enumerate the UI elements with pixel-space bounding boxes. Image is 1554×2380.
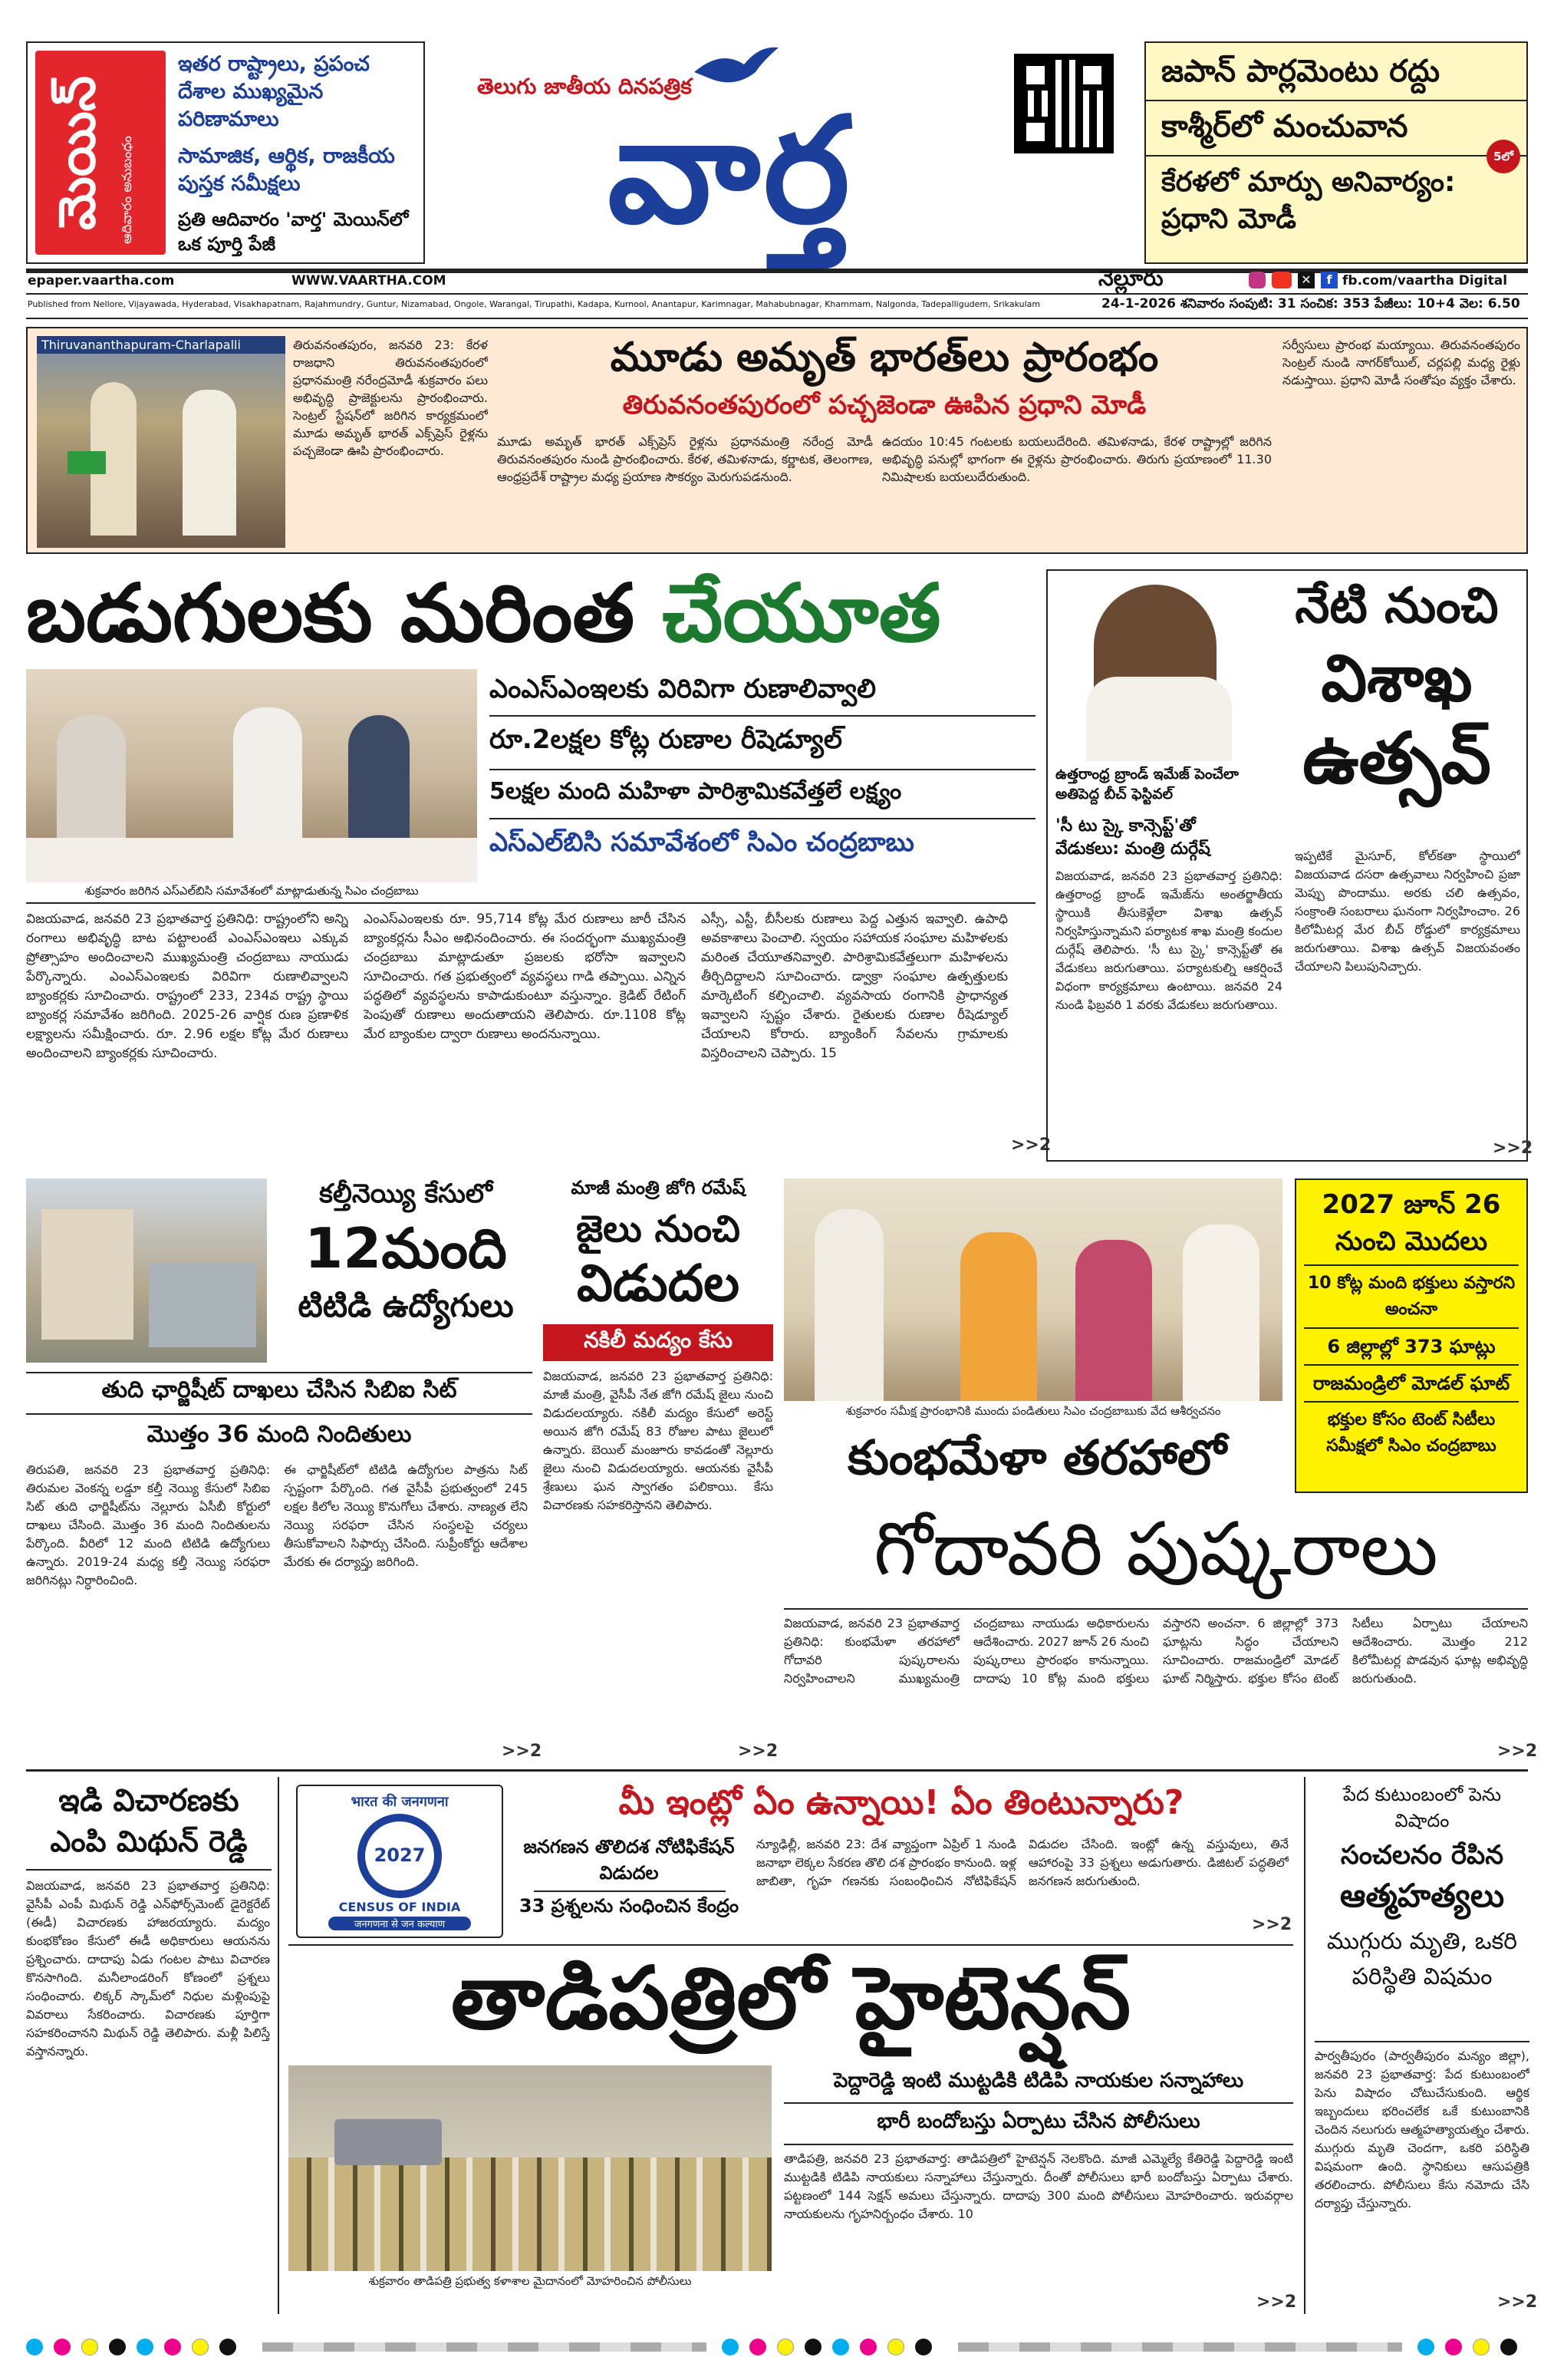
headline-part: బడుగులకు మరింత xyxy=(26,565,635,660)
mein-badge-sub: ఆదివారం అనుబంధం xyxy=(120,136,135,244)
photo-minister xyxy=(1055,577,1259,761)
qr-code-icon[interactable] xyxy=(1014,54,1114,153)
article-body: మూడు అమృత్ భారత్ ఎక్స్‌ప్రెస్ రైళ్లను ప్రధానమంత్రి నరేంద్ర మోడీ తిరువనంతపురం నుండి ప్రారంభించారు. కేరళ, తమిళనాడు, కర్ణాటక, తెలంగాణ, ఆంధ్రప్రదేశ్ రాష్ట్రాల మధ్య ప్రయాణ సౌకర్యం మెరుగుపడనుంది. xyxy=(497,434,873,484)
article-body: తిరువనంతపురం, జనవరి 23: కేరళ రాజధాని తిరువనంతపురంలో ప్రధానమంత్రి నరేంద్రమోడీ శుక్రవారం పలు అభివృద్ధి ప్రాజెక్టులను ప్రారంభించారు. సెంట్రల్ స్టేషన్‌లో జరిగిన కార్యక్రమంలో మూడు అమృత్ భారత్ ఎక్స్‌ప్రెస్ రైళ్లను పచ్చజెండా ఊపి ప్రారంభించారు. xyxy=(293,338,488,458)
photo-ttd-building xyxy=(26,1178,267,1363)
page-ref-badge: 5లో xyxy=(1487,140,1520,173)
deck: భారీ బందోబస్తు ఏర్పాటు చేసిన పోలీసులు xyxy=(877,2110,1200,2133)
edition-name: నెల్లూరు xyxy=(1098,265,1164,291)
masthead xyxy=(0,0,1554,322)
top-story xyxy=(26,327,1528,554)
tagline: తెలుగు జాతీయ దినపత్రిక xyxy=(477,74,692,99)
published-from: Published from Nellore, Vijayawada, Hyderabad, Visakhapatnam, Rajahmundry, Guntur, Nizamabad, Ongole, Warangal, Tirupathi, Kadapa, Kurnool, Anantapur, Karimnagar, Mahabubnagar, Khammam, Nalgonda, Tadepalligudem, Srikakulam xyxy=(28,299,1041,309)
headline-line: కల్తీనెయ్యి కేసులో xyxy=(319,1178,492,1209)
mein-badge-text: మెయిన్ xyxy=(48,75,107,230)
census-logo-en: CENSUS OF INDIA xyxy=(338,1900,461,1914)
ttd-story xyxy=(26,1174,542,1765)
highlight-line: రాజమండ్రిలో మోడల్ ఘాట్ xyxy=(1304,1366,1519,1403)
ear-right-item: కాశ్మీర్‌లో మంచువాన xyxy=(1146,101,1526,157)
deck: 33 ప్రశ్నలను సంధించిన కేంద్రం xyxy=(519,1895,739,1917)
headline-line: విశాఖ xyxy=(1321,641,1473,716)
subhead: 'సీ టు స్కై కాన్సెప్ట్'తో వేడుకలు: మంత్రి దుర్గేష్ xyxy=(1055,816,1210,859)
headline-line: జైలు నుంచి xyxy=(576,1208,740,1251)
photo-police xyxy=(288,2065,772,2271)
headline-line: కుంభమేళా తరహాలో xyxy=(848,1429,1226,1485)
visakha-story xyxy=(1046,569,1533,1162)
continued-marker: >>2 xyxy=(1493,1139,1533,1158)
photo-caption: శుక్రవారం తాడిపత్రి ప్రభుత్వ కళాశాల మైదానంలో మోహరించిన పోలీసులు xyxy=(368,2274,692,2288)
headline-line: 12మంది xyxy=(305,1216,507,1281)
article-body: విజయవాడ, జనవరి 23 ప్రభాతవార్త ప్రతినిధి: కుంభమేళా తరహాలో గోదావరి పుష్కరాలను నిర్వహించాలని ముఖ్యమంత్రి చంద్రబాబు నాయుడు అధికారులను ఆదేశించారు. 2027 జూన్ 26 నుంచి పుష్కరాలు ప్రారంభం కానున్నాయి. దాదాపు 10 కోట్ల మంది భక్తులు వస్తారని అంచనా. 6 జిల్లాల్లో 373 ఘాట్లను సిద్ధం చేయాలని సూచించారు. రాజమండ్రిలో మోడల్ ఘాట్ నిర్మిస్తారు. భక్తుల కోసం టెంట్ సిటీలు ఏర్పాటు చేయాలని ఆదేశించారు. మొత్తం 212 కిలోమీటర్ల పొడవున ఘాట్ల అభివృద్ధి జరుగుతుంది. xyxy=(784,1616,1528,1686)
site-link[interactable]: WWW.VAARTHA.COM xyxy=(291,273,446,288)
photo-caption: శుక్రవారం సమీక్ష ప్రారంభానికి ముందు పండితులు సిఎం చంద్రబాబుకు వేద ఆశీర్వచనం xyxy=(845,1404,1221,1418)
headline-line: ఉత్సవ్ xyxy=(1302,717,1491,799)
article-body: విజయవాడ, జనవరి 23 ప్రభాతవార్త ప్రతినిధి: ఉత్తరాంధ్ర బ్రాండ్ ఇమేజ్‌ను అంతర్జాతీయ స్థాయికి తీసుకెళ్లేలా విశాఖ ఉత్సవ్ నిర్వహిస్తున్నామని పర్యాటక శాఖ మంత్రి కందుల దుర్గేష్ తెలిపారు. 'సీ టు స్కై' కాన్సెప్ట్‌తో ఈ వేడుకలు జరుగుతాయి. పర్యాటకుల్ని ఆకర్షించే విధంగా కార్యక్రమాలు ఉంటాయి. జనవరి 24 నుండి ఫిబ్రవరి 1 వరకు వేడుకలు జరుగుతాయి. xyxy=(1055,869,1282,1012)
youtube-icon[interactable] xyxy=(1272,272,1292,288)
headline: తాడిపత్రిలో హైటెన్షన్ xyxy=(450,1948,1131,2049)
census-logo-tagline: जनगणना से जन कल्याण xyxy=(328,1917,471,1930)
mithun-story xyxy=(26,1777,279,2314)
ear-left-line: సామాజిక, ఆర్థిక, రాజకీయ పుస్తక సమీక్షలు xyxy=(178,144,395,196)
facebook-link[interactable]: fb.com/vaartha Digital xyxy=(1342,273,1508,288)
continued-marker: >>2 xyxy=(1497,1742,1538,1761)
headline xyxy=(26,563,1035,663)
article-body: ఎంఎస్ఎంఇలకు రూ. 95,714 కోట్ల మేర రుణాలు జారీ చేసిన బ్యాంకర్లను సీఎం అభినందించారు. ఈ సందర్భంగా ముఖ్యమంత్రి చంద్రబాబు మాట్లాడుతూ ప్రజలకు భరోసా ఇవ్వాలని సూచించారు. గత ప్రభుత్వంలో వ్యవస్థలు గాడి తప్పాయి. ఎన్నిన పద్ధతిలో వ్యవస్థలను కాపాడుకుంటూ వస్తున్నాం. క్రెడిట్ రేటింగ్ పెంపుతో రుణాలు అందుతాయని తెలిపారు. రూ.1108 కోట్ల మేర బ్యాంకుల ద్వారా రుణాలు అందనున్నాయి. xyxy=(364,911,686,1042)
subhead: తిరువనంతపురంలో పచ్చజెండా ఊపిన ప్రధాని మోడీ xyxy=(622,390,1147,420)
facebook-icon[interactable]: f xyxy=(1321,272,1338,288)
deck: పెద్దారెడ్డి ఇంటి ముట్టడికి టిడిపి నాయకుల సన్నాహాలు xyxy=(833,2069,1244,2092)
article-body: ఉదయం 10:45 గంటలకు బయలుదేరింది. తమిళనాడు, కేరళ రాష్ట్రాల్లో జరిగిన అభివృద్ధి పనుల్లో భాగంగా ఈ రైళ్లను ప్రారంభించారు. తిరుగు ప్రయాణంలో 11.30 నిమిషాలకు బయలుదేరుతుంది. xyxy=(882,434,1272,484)
photo-cm-blessing xyxy=(784,1178,1282,1401)
ear-right xyxy=(1144,41,1528,264)
headline-line: ముగ్గురు మృతి, ఒకరి పరిస్థితి విషమం xyxy=(1326,1928,1518,1990)
highlight-line: 6 జిల్లాల్లో 373 ఘాట్లు xyxy=(1304,1329,1519,1366)
lead-story xyxy=(26,563,1052,1162)
headline-line: ఆత్మహత్యలు xyxy=(1339,1877,1505,1914)
suicides-story xyxy=(1304,1777,1538,2314)
census-story xyxy=(288,1777,1293,1938)
photo-meeting xyxy=(26,669,477,882)
logo: వార్త xyxy=(607,86,853,255)
mein-badge xyxy=(35,51,166,255)
photo-modi-train xyxy=(37,336,285,548)
ear-left-line: ఇతర రాష్ట్రాలు, ప్రపంచ దేశాల ముఖ్యమైన పరిణామాలు xyxy=(178,52,370,131)
highlight-line: 10 కోట్ల మంది భక్తులు వస్తారని అంచనా xyxy=(1304,1266,1519,1329)
headline-line: సంచలనం రేపిన xyxy=(1340,1840,1504,1871)
headline-line: నేటి నుంచి xyxy=(1295,578,1499,635)
census-emblem-icon xyxy=(357,1814,442,1898)
kicker: పేద కుటుంబంలో పెను విషాదం xyxy=(1342,1784,1502,1831)
tadipatri-story xyxy=(288,1948,1297,2317)
jogi-story xyxy=(543,1174,779,1765)
continued-marker: >>2 xyxy=(1256,2293,1297,2312)
social-icons xyxy=(1249,272,1338,288)
deck: రూ.2లక్షల కోట్ల రుణాల రీషెడ్యూల్ xyxy=(489,717,1035,770)
article-body: విజయవాడ, జనవరి 23 ప్రభాతవార్త ప్రతినిధి: రాష్ట్రంలోని అన్ని రంగాలు అభివృద్ధి బాట పట్టాలంటే ఎంఎస్ఎంఇలు ఎక్కువ ప్రోత్సాహం అందించాలని ముఖ్యమంత్రి చంద్రబాబు నాయుడు పేర్కొన్నారు. ఎంఎస్ఎంఇలకు విరివిగా రుణాలివ్వాలని బ్యాంకర్లకు సూచించారు. రాష్ట్రంలో 233, 234వ రాష్ట్ర స్థాయి బ్యాంకర్ల సమావేశం జరిగింది. 2025-26 వార్షిక రుణ ప్రణాళిక లక్ష్యాలను సమీక్షించారు. రూ. 2.96 లక్షల కోట్ల మేర రుణాలు అందించాలని బ్యాంకర్లకు సూచించారు. xyxy=(26,911,348,1061)
headline: మీ ఇంట్లో ఏం ఉన్నాయి! ఏం తింటున్నారు? xyxy=(618,1783,1184,1822)
deck: 5లక్షల మంది మహిళా పారిశ్రామికవేత్తలే లక్ష్యం xyxy=(489,770,1035,819)
pushkaralu-story xyxy=(784,1174,1538,1765)
registration-marks xyxy=(26,2335,1528,2359)
continued-marker: >>2 xyxy=(1497,2293,1538,2312)
dateline: 24-1-2026 శనివారం సంపుటి: 31 సంచిక: 353 పేజీలు: 10+4 వెల: 6.50 xyxy=(1101,296,1520,312)
epaper-link[interactable]: epaper.vaartha.com xyxy=(28,273,175,288)
tag: నకిలీ మద్యం కేసు xyxy=(543,1324,773,1361)
highlights-box xyxy=(1295,1178,1528,1493)
highlight-line: భక్తుల కోసం టెంట్ సిటీలు xyxy=(1327,1410,1496,1429)
article-body: తాడిపత్రి, జనవరి 23 ప్రభాతవార్త: తాడిపత్రిలో హైటెన్షన్ నెలకొంది. మాజీ ఎమ్మెల్యే కేతిరెడ్డి పెద్దారెడ్డి ఇంటి ముట్టడికి టిడిపి నాయకులు సన్నాహాలు చేస్తున్నారు. దీంతో పోలీసులు భారీ బందోబస్తు ఏర్పాటు చేశారు. పట్టణంలో 144 సెక్షన్ అమలు చేస్తున్నారు. దాదాపు 300 మంది పోలీసులు మోహరించారు. ఇరువర్గాల నాయకులను గృహనిర్బంధం చేశారు. 10 xyxy=(784,2151,1293,2221)
census-logo xyxy=(296,1785,503,1938)
ear-right-item: జపాన్ పార్లమెంటు రద్దు xyxy=(1146,43,1526,101)
article-body: ఇప్పటికే మైసూర్, కోల్‌కతా స్థాయిలో విజయవాడ దసరా ఉత్సవాలు నిర్వహించి ప్రజా మెప్పు పొందాము. అరకు చలి ఉత్సవం, సంక్రాంతి సంబరాలు ఘనంగా నిర్వహించాం. 26 కిలోమీటర్ల మేర బీచ్ రోడ్డులో కార్యక్రమాలు జరుగుతాయి. విశాఖ ఉత్సవ్ విజయవంతం చేయాలని పిలుపునిచ్చారు. xyxy=(1295,849,1520,974)
kicker: మాజీ మంత్రి జోగి రమేష్ xyxy=(571,1177,746,1198)
continued-marker: >>2 xyxy=(502,1742,542,1761)
article-body: పార్వతీపురం (పార్వతీపురం మన్యం జిల్లా), జనవరి 23 ప్రభాతవార్త: పేద కుటుంబంలో పెను విషాదం చోటుచేసుకుంది. ఆర్థిక ఇబ్బందులు భరించలేక ఒకే కుటుంబానికి చెందిన నలుగురు ఆత్మహత్యాయత్నం చేశారు. ముగ్గురు మృతి చెందగా, ఒకరి పరిస్థితి విషమంగా ఉంది. స్థానికులు ఆసుపత్రికి తరలించారు. పోలీసులు కేసు నమోదు చేసి దర్యాప్తు చేస్తున్నారు. xyxy=(1315,2049,1529,2210)
census-logo-year: 2027 xyxy=(374,1844,426,1866)
continued-marker: >>2 xyxy=(1011,1136,1052,1155)
deck: మొత్తం 36 మంది నిందితులు xyxy=(147,1421,412,1448)
article-body: విజయవాడ, జనవరి 23 ప్రభాతవార్త ప్రతినిధి: మాజీ మంత్రి, వైసీపీ నేత జోగి రమేష్ జైలు నుంచి విడుదలయ్యారు. నకిలీ మద్యం కేసులో అరెస్ట్ అయిన జోగి రమేష్ 83 రోజుల పాటు జైలులో ఉన్నారు. బెయిల్ మంజూరు కావడంతో నెల్లూరు జైలు నుంచి విడుదలయ్యారు. ఆయనకు వైసీపీ శ్రేణులు ఘన స్వాగతం పలికాయి. కేసు విచారణకు సహకరిస్తానని తెలిపారు. xyxy=(543,1369,773,1512)
article-body: సర్వీసులు ప్రారంభ మయ్యాయి. తిరువనంతపురం సెంట్రల్ నుండి నాగర్‌కోయిల్, చర్లపల్లి మధ్య రైళ్లు నడుస్తాయి. ప్రధాని మోడీ సంతోషం వ్యక్తం చేశారు. xyxy=(1282,338,1520,387)
highlight-line: సమీక్షలో సిఎం చంద్రబాబు xyxy=(1326,1436,1496,1455)
photo-caption: ఉత్తరాంధ్ర బ్రాండ్ ఇమేజ్ పెంచేలా అతిపెద్ద బీచ్ ఫెస్టివల్ xyxy=(1055,766,1239,803)
headline: మూడు అమృత్ భారత్‌లు ప్రారంభం xyxy=(610,334,1159,381)
article-body: ఎస్సీ, ఎస్టీ, బీసీలకు రుణాలు పెద్ద ఎత్తున ఇవ్వాలి. ఉపాధి అవకాశాలు పెంచాలి. స్వయం సహాయక సంఘాల మహిళలకు మరింత చేయూతనివ్వాలి. పారిశ్రామికవేత్తలుగా మహిళలను తీర్చిదిద్దాలని సూచించారు. డ్వాక్రా సంఘాల ఉత్పత్తులకు మార్కెటింగ్ కల్పించాలి. వ్యవసాయ రంగానికి ప్రాధాన్యత ఇవ్వాలని స్పష్టం చేశారు. రైతులకు రుణాల రీషెడ్యూల్ చేయాలని కోరారు. బ్యాంకింగ్ సేవలను గ్రామాలకు విస్తరించాలని చెప్పారు. 15 xyxy=(701,911,1008,1061)
headline-line: టిటిడి ఉద్యోగులు xyxy=(298,1287,514,1324)
deck: తుది ఛార్జిషీట్ దాఖలు చేసిన సిబిఐ సిట్ xyxy=(101,1376,457,1403)
continued-marker: >>2 xyxy=(738,1742,779,1761)
article-body: ఈ ఛార్జిషీట్‌లో టిటిడి ఉద్యోగుల పాత్రను సిట్ స్పష్టంగా పేర్కొంది. గత వైసీపీ ప్రభుత్వంలో 245 లక్షల కిలోల నెయ్యి కొనుగోలు చేశారు. నాణ్యత లేని నెయ్యి సరఫరా చేసిన సంస్థలపై చర్యలు తీసుకోవాలని సిఫార్సు చేసింది. సుప్రీంకోర్టు ఆదేశాల మేరకు ఈ దర్యాప్తు జరిగింది. xyxy=(284,1462,528,1569)
photo-caption: Thiruvananthapuram-Charlapalli xyxy=(37,336,285,354)
photo-caption: శుక్రవారం జరిగిన ఎస్ఎల్‌బిసి సమావేశంలో మాట్లాడుతున్న సిఎం చంద్రబాబు xyxy=(84,884,419,898)
census-logo-top: भारत की जनगणना xyxy=(351,1794,449,1810)
highlight-line: 2027 జూన్ 26 నుంచి మొదలు xyxy=(1304,1186,1519,1266)
instagram-icon[interactable] xyxy=(1249,272,1266,288)
headline-part: చేయూత xyxy=(662,565,941,660)
headline-line: ఎంపి మిథున్ రెడ్డి xyxy=(50,1825,248,1858)
headline-line: గోదావరి పుష్కరాలు xyxy=(874,1506,1438,1592)
headline-line: ఇడి విచారణకు xyxy=(58,1783,239,1818)
ear-left-line: ప్రతి ఆదివారం 'వార్త' మెయిన్‌లో ఒక పూర్తి పేజీ xyxy=(178,209,409,255)
article-body: న్యూఢిల్లీ, జనవరి 23: దేశ వ్యాప్తంగా ఏప్రిల్ 1 నుండి జనాభా లెక్కల సేకరణ తొలి దశ ప్రారంభం కానుంది. ఇళ్ల జాబితా, గృహ గణనకు సంబంధించిన నోటిఫికేషన్ విడుదల చేసింది. ఇంట్లో ఉన్న వస్తువులు, తినే ఆహారంపై 33 ప్రశ్నలు అడుగుతారు. డిజిటల్ పద్ధతిలో జనగణన జరుగుతుంది. xyxy=(756,1837,1289,1888)
deck: ఎస్ఎల్‌బిసి సమావేశంలో సిఎం చంద్రబాబు xyxy=(489,827,914,858)
ear-left xyxy=(26,41,425,264)
deck: ఎంఎస్ఎంఇలకు విరివిగా రుణాలివ్వాలి xyxy=(489,669,1035,717)
article-body: తిరుపతి, జనవరి 23 ప్రభాతవార్త ప్రతినిధి: తిరుమల వెంకన్న లడ్డూ కల్తీ నెయ్యి కేసులో సిబిఐ సిట్ తుది ఛార్జిషీట్‌ను నెల్లూరు ఏసీబీ కోర్టులో దాఖలు చేసింది. మొత్తం 36 మంది నిందితులను పేర్కొంది. వీరిలో 12 మంది టిటిడి ఉద్యోగులు ఉన్నారు. 2019-24 మధ్య కల్తీ నెయ్యి సరఫరా జరిగినట్లు నిర్ధారించింది. xyxy=(26,1462,270,1587)
deck: జనగణన తొలిదశ నోటిఫికేషన్ విడుదల xyxy=(523,1836,735,1884)
x-icon[interactable]: ✕ xyxy=(1298,272,1315,288)
headline-line: విడుదల xyxy=(577,1254,739,1313)
continued-marker: >>2 xyxy=(1252,1915,1292,1934)
article-body: విజయవాడ, జనవరి 23 ప్రభాతవార్త ప్రతినిధి: వైసీపీ ఎంపీ మిథున్ రెడ్డి ఎన్‌ఫోర్స్‌మెంట్ డైరెక్టరేట్ (ఈడీ) విచారణకు హాజరయ్యారు. మద్యం కుంభకోణం కేసులో ఈడీ అధికారులు ఆయనను ప్రశ్నించారు. దాదాపు ఏడు గంటల పాటు విచారణ కొనసాగింది. మనీలాండరింగ్ కోణంలో ప్రశ్నలు సంధించారు. లిక్కర్ స్కామ్‌లో నిధుల మళ్లింపుపై వివరాలు సేకరించారు. విచారణకు పూర్తిగా సహకరించానని మిథున్ రెడ్డి తెలిపారు. మళ్లీ పిలిస్తే వస్తానన్నారు. xyxy=(26,1878,270,2059)
ear-right-item: కేరళలో మార్పు అనివార్యం: ప్రధాని మోడీ xyxy=(1161,166,1456,235)
